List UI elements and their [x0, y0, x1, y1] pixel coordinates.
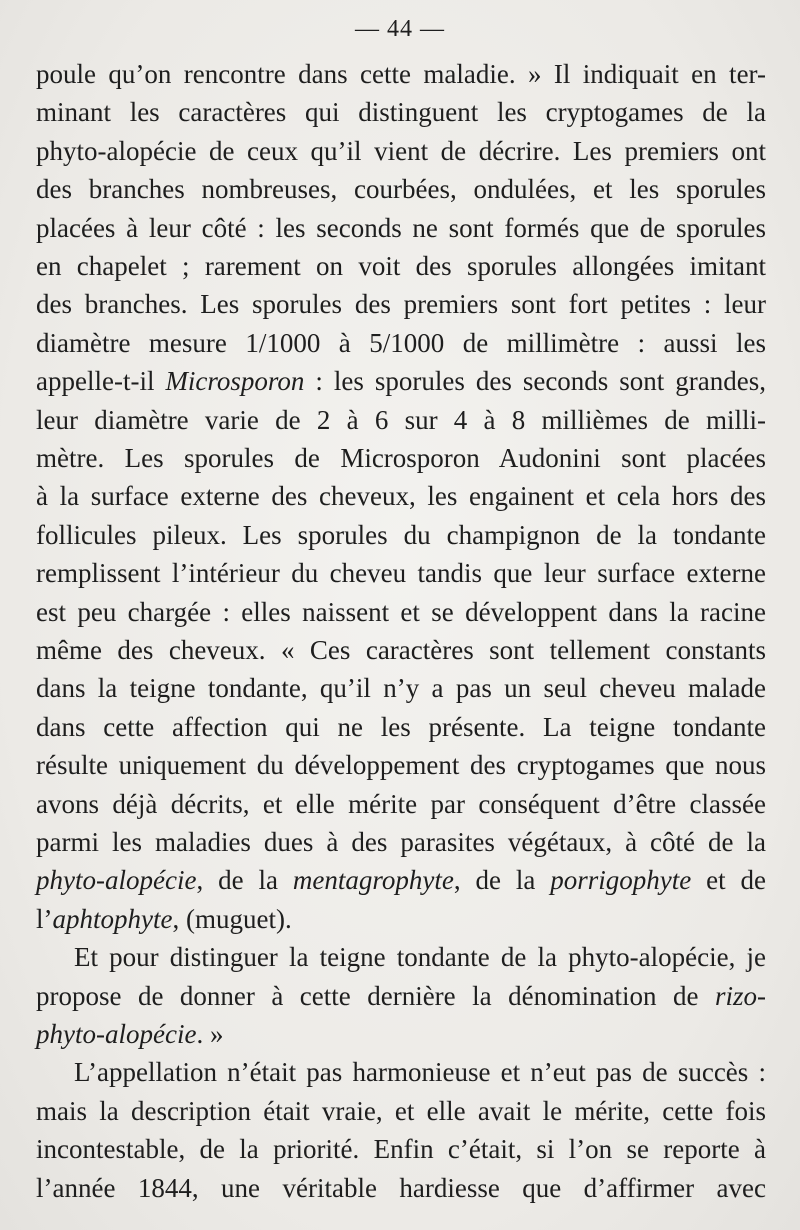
text-line	[36, 93, 766, 131]
italic-term: rizo-	[714, 981, 766, 1011]
text-run: propose de donner à cette dernière la dénomination de	[36, 981, 715, 1011]
text-line	[36, 324, 766, 362]
text-line	[36, 900, 766, 938]
text-run: en chapelet ; rarement on voit des sporules allongées imitant	[36, 251, 766, 281]
text-line	[36, 132, 766, 170]
text-line	[36, 593, 766, 631]
text-line	[36, 285, 766, 323]
text-run: diamètre mesure 1/1000 à 5/1000 de millimètre : aussi les	[36, 328, 766, 358]
text-run: incontestable, de la priorité. Enfin c’était, si l’on se reporte à	[36, 1134, 766, 1164]
text-line	[36, 785, 766, 823]
text-run: follicules pileux. Les sporules du champignon de la tondante	[36, 520, 766, 550]
text-run: résulte uniquement du développement des cryptogames que nous	[36, 750, 766, 780]
text-run: remplissent l’intérieur du cheveu tandis que leur surface externe	[36, 558, 766, 588]
page-number: — 44 —	[355, 16, 445, 42]
text-line	[36, 1092, 766, 1130]
text-line	[36, 1130, 766, 1168]
italic-term: phyto-alopécie	[36, 865, 197, 895]
text-line	[36, 516, 766, 554]
italic-term: Microsporon	[165, 366, 305, 396]
text-line	[36, 669, 766, 707]
text-run: , (muguet).	[172, 904, 292, 934]
text-run: minant les caractères qui distinguent les cryptogames de la	[36, 97, 766, 127]
text-line	[36, 554, 766, 592]
text-run: des branches nombreuses, courbées, ondulées, et les sporules	[36, 174, 766, 204]
text-run: leur diamètre varie de 2 à 6 sur 4 à 8 millièmes de milli-	[36, 405, 766, 435]
text-line	[36, 746, 766, 784]
text-run: même des cheveux. « Ces caractères sont tellement constants	[36, 635, 766, 665]
text-line	[36, 861, 766, 899]
text-line	[36, 708, 766, 746]
text-run: L’appellation n’était pas harmonieuse et n’eut pas de succès :	[74, 1057, 766, 1087]
text-run: , de la	[453, 865, 551, 895]
text-run: Et pour distinguer la teigne tondante de la phyto-alopécie, je	[74, 942, 766, 972]
text-run: des branches. Les sporules des premiers sont fort petites : leur	[36, 289, 766, 319]
text-run: , de la	[196, 865, 293, 895]
text-run: l’	[36, 904, 53, 934]
text-line	[36, 401, 766, 439]
italic-term: phyto-alopécie	[36, 1019, 197, 1049]
text-run: dans la teigne tondante, qu’il n’y a pas un seul cheveu malade	[36, 673, 766, 703]
text-run: placées à leur côté : les seconds ne sont formés que de sporules	[36, 213, 766, 243]
text-run: . »	[196, 1019, 224, 1049]
text-line	[36, 631, 766, 669]
text-line	[36, 247, 766, 285]
text-run: mètre. Les sporules de Microsporon Audonini sont placées	[36, 443, 766, 473]
italic-term: aphtophyte	[52, 904, 173, 934]
text-run: et de	[691, 865, 766, 895]
text-line	[36, 439, 766, 477]
text-line	[36, 977, 766, 1015]
text-run: poule qu’on rencontre dans cette maladie. » Il indiquait en ter-	[36, 59, 766, 89]
text-line	[36, 170, 766, 208]
italic-term: porrigophyte	[550, 865, 692, 895]
text-line	[74, 938, 766, 976]
text-line	[74, 1053, 766, 1091]
text-run: à la surface externe des cheveux, les engainent et cela hors des	[36, 481, 766, 511]
text-line	[36, 1015, 766, 1053]
text-line	[36, 209, 766, 247]
text-line	[36, 55, 766, 93]
text-line	[36, 823, 766, 861]
text-run: appelle-t-il	[36, 366, 166, 396]
text-run: phyto-alopécie de ceux qu’il vient de décrire. Les premiers ont	[36, 136, 766, 166]
text-run: dans cette affection qui ne les présente. La teigne tondante	[36, 712, 766, 742]
text-line	[36, 1169, 766, 1207]
text-run: avons déjà décrits, et elle mérite par conséquent d’être classée	[36, 789, 766, 819]
italic-term: mentagrophyte	[292, 865, 454, 895]
text-run: l’année 1844, une véritable hardiesse que d’affirmer avec	[36, 1173, 766, 1203]
text-run: : les sporules des seconds sont grandes,	[304, 366, 766, 396]
text-line	[36, 477, 766, 515]
text-line	[36, 362, 766, 400]
text-run: mais la description était vraie, et elle avait le mérite, cette fois	[36, 1096, 766, 1126]
text-run: est peu chargée : elles naissent et se développent dans la racine	[36, 597, 766, 627]
text-run: parmi les maladies dues à des parasites végétaux, à côté de la	[36, 827, 766, 857]
